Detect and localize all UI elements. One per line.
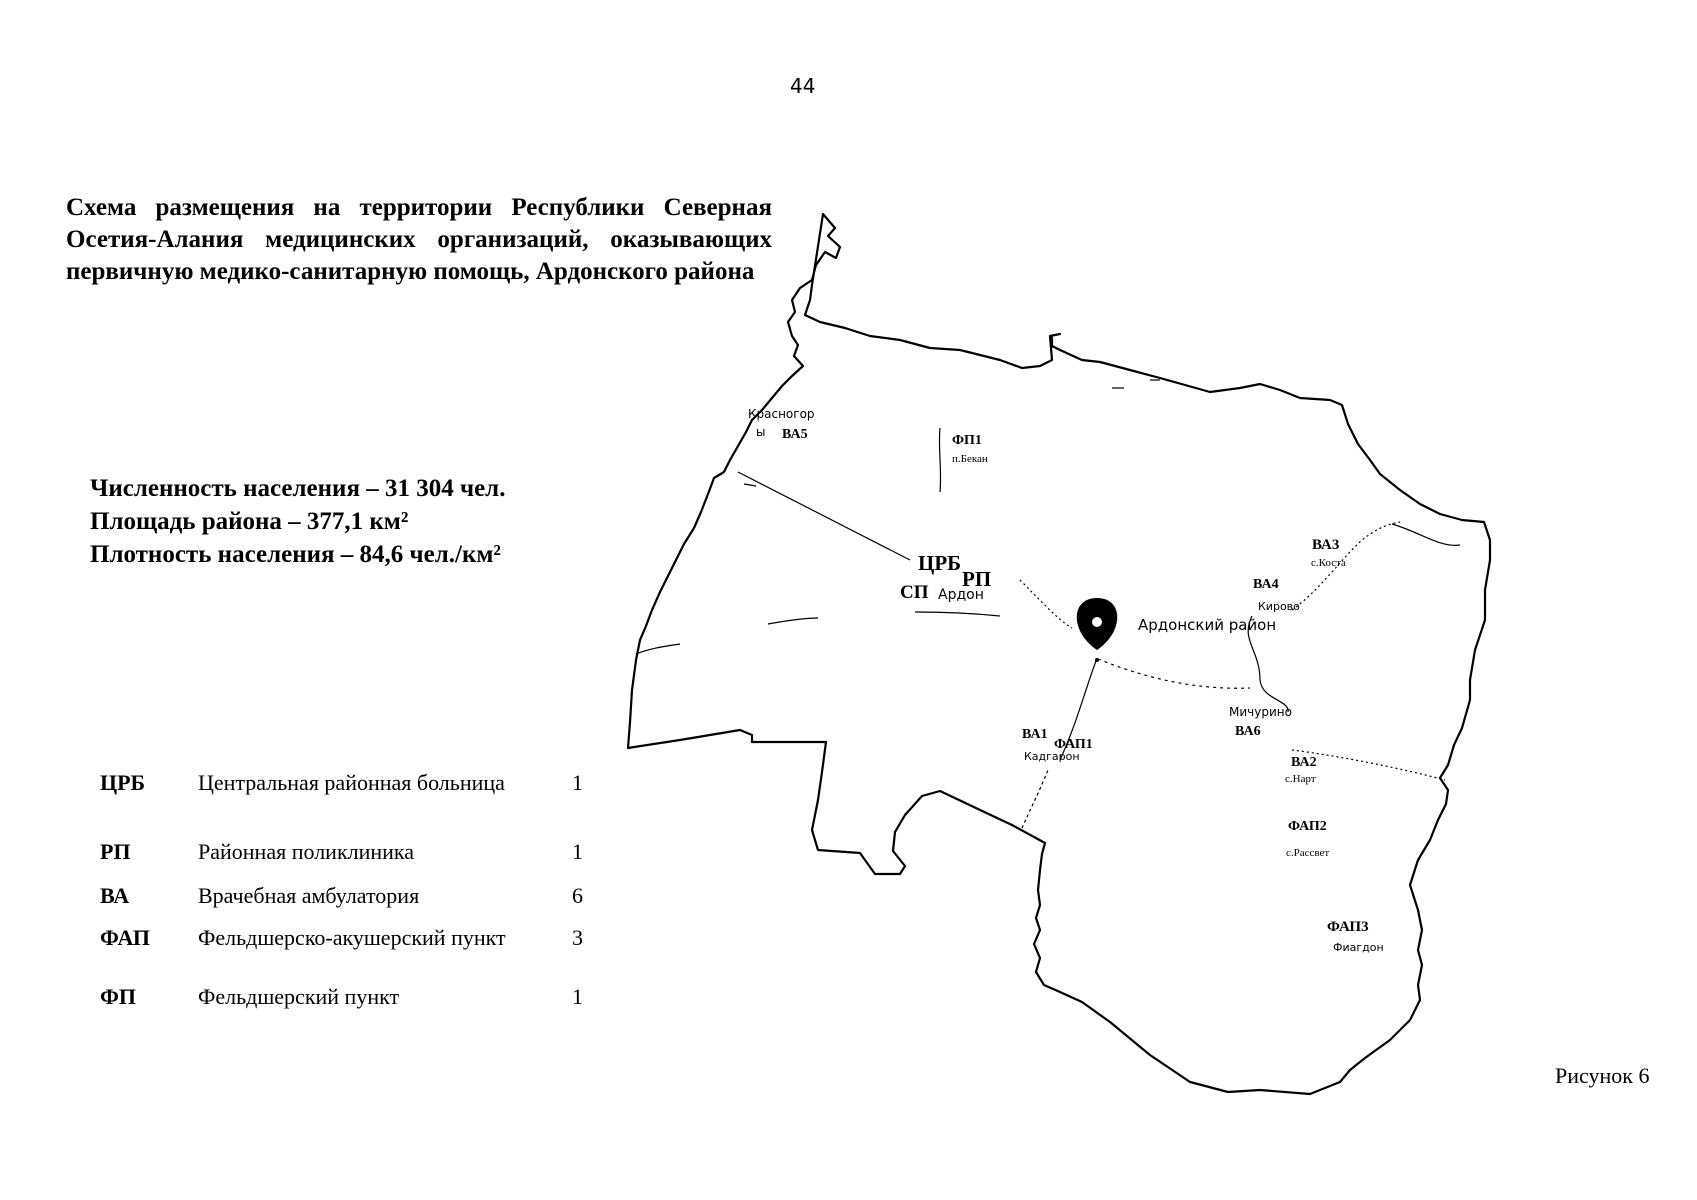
district-center-marker <box>1077 598 1118 662</box>
road-line <box>636 644 680 654</box>
label-michurino: Мичурино <box>1229 705 1292 719</box>
road-line <box>1392 524 1460 545</box>
legend-abbr: РП <box>100 839 131 864</box>
road-line <box>1020 580 1072 628</box>
label-va1: ВА1 <box>1022 727 1048 742</box>
label-va5: ВА5 <box>782 427 808 442</box>
road-line <box>768 618 818 624</box>
road-line <box>744 484 756 486</box>
population-stat: Численность населения – 31 304 чел. <box>90 475 506 502</box>
legend-abbr: ФП <box>100 984 137 1009</box>
label-va3: ВА3 <box>1312 537 1340 553</box>
label-ardon: Ардон <box>938 587 984 603</box>
legend-count: 1 <box>572 984 583 1009</box>
label-rassvet: с.Рассвет <box>1286 847 1330 859</box>
road-line <box>915 612 1000 616</box>
legend-count: 3 <box>572 925 583 950</box>
legend-abbr: ВА <box>100 883 130 908</box>
label-sp: СП <box>900 582 929 603</box>
page-number: 44 <box>790 74 816 98</box>
area-stat: Площадь района – 377,1 км² <box>90 508 409 535</box>
label-fap2: ФАП2 <box>1288 819 1327 834</box>
label-fap1: ФАП1 <box>1054 737 1093 752</box>
legend-desc: Фельдшерско-акушерский пункт <box>198 925 506 950</box>
label-fp1: ФП1 <box>952 433 982 448</box>
label-rp: РП <box>962 567 992 591</box>
road-line <box>939 428 940 492</box>
legend-abbr: ФАП <box>100 925 150 950</box>
legend-count: 1 <box>572 839 583 864</box>
label-fap3: ФАП3 <box>1327 919 1369 935</box>
road-line <box>738 472 910 560</box>
label-kadgaron: Кадгарон <box>1024 750 1080 763</box>
legend-desc: Врачебная амбулатория <box>198 883 420 908</box>
road-line <box>1098 659 1250 688</box>
label-kosta: с.Коста <box>1311 557 1346 569</box>
label-va4: ВА4 <box>1253 577 1279 592</box>
label-crb: ЦРБ <box>918 551 962 575</box>
figure-caption: Рисунок 6 <box>1555 1063 1650 1088</box>
page-title: Схема размещения на территории Республики Северная Осетия-Алания медицинских организаций, оказывающих первичную медико-санитарную помощь, Ардонского района <box>66 194 772 285</box>
legend-count: 1 <box>572 770 583 795</box>
legend-desc: Фельдшерский пункт <box>198 984 400 1009</box>
legend-desc: Центральная районная больница <box>198 770 505 795</box>
label-nart: с.Нарт <box>1285 773 1316 785</box>
label-va6: ВА6 <box>1235 724 1261 739</box>
label-va2: ВА2 <box>1291 755 1317 770</box>
legend-abbr: ЦРБ <box>100 770 146 795</box>
district-label: Ардонский район <box>1138 616 1277 634</box>
legend-desc: Районная поликлиника <box>198 839 415 864</box>
legend-count: 6 <box>572 883 583 908</box>
road-line <box>1292 522 1400 610</box>
district-border <box>628 214 1490 1094</box>
density-stat: Плотность населения – 84,6 чел./км² <box>90 541 501 568</box>
label-fiagdon: Фиагдон <box>1333 941 1384 954</box>
label-krasnogor: Красногор <box>748 407 815 421</box>
label-kirovo: Кирово <box>1258 600 1300 613</box>
label-krasnogor-end: ы <box>756 425 766 439</box>
label-bekan: п.Бекан <box>952 453 988 465</box>
road-line <box>1022 770 1048 828</box>
